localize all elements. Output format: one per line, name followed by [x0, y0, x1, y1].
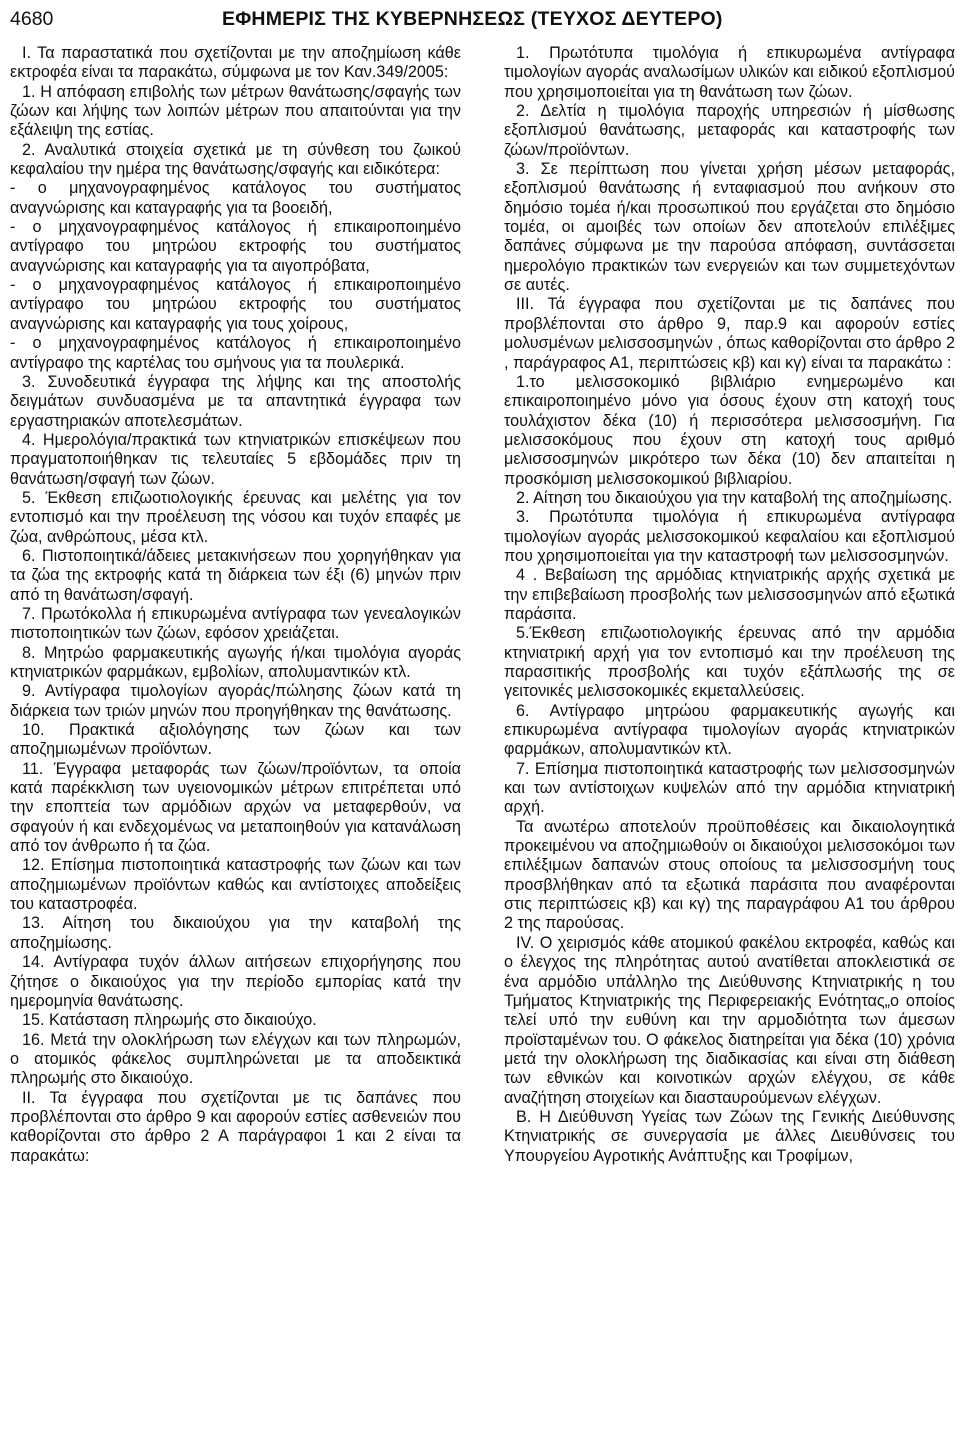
paragraph: Ι. Τα παραστατικά που σχετίζονται με την αποζημίωση κάθε εκτροφέα είναι τα παρακάτω, σύμφωνα με τον Καν.349/2005: — [10, 44, 461, 82]
page-header — [10, 4, 950, 34]
paragraph: 9. Αντίγραφα τιμολογίων αγοράς/πώλησης ζώων κατά τη διάρκεια των τριών μηνών που προηγήθηκαν της θανάτωσης. — [10, 682, 461, 720]
right-column — [504, 44, 955, 1166]
page-number: 4680 — [10, 7, 54, 30]
left-column — [10, 44, 461, 1166]
paragraph: 4. Ημερολόγια/πρακτικά των κτηνιατρικών επισκέψεων που πραγματοποιήθηκαν τις τελευταίες 5 εβδομάδες πριν τη θανάτωση/σφαγή των ζώων. — [10, 430, 461, 488]
paragraph: 7. Επίσημα πιστοποιητικά καταστροφής των μελισσοσμηνών και των αντίστοιχων κυψελών από την αρμόδια κτηνιατρική αρχή. — [504, 759, 955, 817]
paragraph: 15. Κατάσταση πληρωμής στο δικαιούχο. — [22, 1011, 317, 1030]
paragraph: 2. Αναλυτικά στοιχεία σχετικά με τη σύνθεση του ζωικού κεφαλαίου την ημέρα της θανάτωσης/σφαγής και ειδικότερα: — [10, 140, 461, 179]
paragraph: 14. Αντίγραφα τυχόν άλλων αιτήσεων επιχορήγησης που ζήτησε ο δικαιούχος για την περίοδο εμπορίας κατά την ημερομηνία θανάτωσης. — [10, 953, 461, 1010]
paragraph: 10. Πρακτικά αξιολόγησης των ζώων και των αποζημιωμένων προϊόντων. — [10, 721, 461, 759]
paragraph: 13. Αίτηση του δικαιούχου για την καταβολή της αποζημίωσης. — [10, 914, 461, 952]
paragraph: 7. Πρωτόκολλα ή επικυρωμένα αντίγραφα των γενεαλογικών πιστοποιητικών των ζώων, εφόσον χρειάζεται. — [10, 604, 461, 643]
paragraph: 3. Σε περίπτωση που γίνεται χρήση μέσων μεταφοράς, εξοπλισμού θανάτωσης ή ενταφιασμού που ανήκουν στο δημόσιο τομέα ή/και προσωπικού που εργάζεται στο δημόσιο τομέα, οι αμοιβές των οποίων δεν αποτελούν επιλέξιμες δαπάνες σύμφωνα με την παρούσα απόφαση, συντάσσεται ημερολόγιο πρακτικών των ενεργειών και των συμμετεχόντων σε αυτές. — [504, 160, 955, 295]
paragraph: 1. Η απόφαση επιβολής των μέτρων θανάτωσης/σφαγής των ζώων και λήψης των λοιπών μέτρων που απαιτούνται για την εξάλειψη της εστίας. — [10, 82, 461, 140]
paragraph: 12. Επίσημα πιστοποιητικά καταστροφής των ζώων και των αποζημιωμένων προϊόντων καθώς και αντίστοιχες αποδείξεις του καταστροφέα. — [10, 856, 461, 914]
paragraph: ΙΙΙ. Τά έγγραφα που σχετίζονται με τις δαπάνες που προβλέπονται στο άρθρο 9, παρ.9 και αφορούν εστίες μολυσμένων μελισσοσμηνών , όπως καθορίζονται στο άρθρο 2 , παράγραφος Α1, περιπτώσεις κβ) και κγ) είναι τα παρακάτω : — [504, 295, 955, 372]
paragraph: 11. Έγγραφα μεταφοράς των ζώων/προϊόντων, τα οποία κατά παρέκκλιση των υγειονομικών μέτρων επιτρέπεται υπό την εποπτεία των αρμόδιων αρχών να μεταφερθούν, να σφαγούν ή και ενδεχομένως να μεταποιηθούν για κατανάλωση από τον άνθρωπο ή τα ζώα. — [10, 759, 461, 856]
paragraph: 5.Έκθεση επιζωοτιολογικής έρευνας από την αρμόδια κτηνιατρική αρχή για τον εντοπισμό και την προέλευση της παρασιτικής προσβολής και τυχόν εξάπλωσής της σε γειτονικές μελισσοκομικές εκμεταλλεύσεις. — [504, 624, 955, 701]
paragraph: 16. Μετά την ολοκλήρωση των ελέγχων και των πληρωμών, ο ατομικός φάκελος συμπληρώνεται με τα αποδεικτικά πληρωμής στο δικαιούχο. — [10, 1030, 461, 1088]
paragraph: 3. Πρωτότυπα τιμολόγια ή επικυρωμένα αντίγραφα τιμολογίων αγοράς μελισσοκομικού κεφαλαίου και εξοπλισμού που χρησιμοποιείται για την καταστροφή των μελισσοσμηνών. — [504, 508, 955, 565]
paragraph: 6. Πιστοποιητικά/άδειες μετακινήσεων που χορηγήθηκαν για τα ζώα της εκτροφής κατά τη διάρκεια των έξι (6) μηνών πριν από τη θανάτωση/σφαγή. — [10, 546, 461, 604]
paragraph: 1.το μελισσοκομικό βιβλιάριο ενημερωμένο και επικαιροποιημένο μόνο για όσους έχουν στη κατοχή τους τουλάχιστον δέκα (10) ή περισσότερα μελισσοσμήνη. Για μελισσοκόμους που έχουν στη κατοχή τους αριθμό μελισσοσμηνών μικρότερο των δέκα (10) δεν απαιτείται η προσκόμιση μελισσοκομικού βιβλιαρίου. — [504, 372, 955, 488]
paragraph: 3. Συνοδευτικά έγγραφα της λήψης και της αποστολής δειγμάτων συνδυασμένα με τα απαντητικά έγγραφα των εργαστηριακών αποτελεσμάτων. — [10, 372, 461, 430]
paragraph: Β. Η Διεύθυνση Υγείας των Ζώων της Γενικής Διεύθυνσης Κτηνιατρικής σε συνεργασία με άλλες Διευθύνσεις του Υπουργείου Αγροτικής Ανάπτυξης και Τροφίμων, — [504, 1107, 955, 1165]
paragraph: ΙΙ. Τα έγγραφα που σχετίζονται με τις δαπάνες που προβλέπονται στο άρθρο 9 και αφορούν εστίες ασθενειών που καθορίζονται στο άρθρο 2 Α παράγραφοι 1 και 2 είναι τα παρακάτω: — [10, 1088, 461, 1165]
gazette-title: ΕΦΗΜΕΡΙΣ ΤΗΣ ΚΥΒΕΡΝΗΣΕΩΣ (ΤΕΥΧΟΣ ΔΕΥΤΕΡΟ) — [222, 7, 723, 30]
paragraph: 8. Μητρώο φαρμακευτικής αγωγής ή/και τιμολόγια αγοράς κτηνιατρικών φαρμάκων, εμβολίων, απολυμαντικών κτλ. — [10, 643, 461, 681]
paragraph: 4 . Βεβαίωση της αρμόδιας κτηνιατρικής αρχής σχετικά με την επιβεβαίωση προσβολής των μελισσοσμηνών από εξωτικά παράσιτα. — [504, 566, 955, 623]
paragraph: - ο μηχανογραφημένος κατάλογος ή επικαιροποιημένο αντίγραφο του μητρώου εκτροφής του συστήματος αναγνώρισης και καταγραφής για τα αιγοπρόβατα, — [10, 218, 461, 275]
paragraph: IV. Ο χειρισμός κάθε ατομικού φακέλου εκτροφέα, καθώς και ο έλεγχος της πληρότητας αυτού ανατίθεται αποκλειστικά σε ένα αρμόδιο υπάλληλο της Διεύθυνσης Κτηνιατρικής η του Τμήματος Κτηνιατρικής της Περιφερειακής Ενότητας„ο οποίος τελεί υπό την ευθύνη και την αρμοδιότητα των άμεσων προϊσταμένων του. Ο φάκελος διατηρείται για δέκα (10) χρόνια μετά την ολοκλήρωση της διαδικασίας και είναι στη διάθεση των εθνικών και κοινοτικών αρχών ελέγχου, σε κάθε αναζήτηση στοιχείων και διασταυρούμενων ελέγχων. — [504, 933, 955, 1107]
paragraph: Τα ανωτέρω αποτελούν προϋποθέσεις και δικαιολογητικά προκειμένου να αποζημιωθούν οι δικαιούχοι μελισσοκόμοι των επιλέξιμων δαπανών στους οποίους τα μελισσοσμήνη τους προσβλήθηκαν από τα εξωτικά παράσιτα που αναφέρονται στις περιπτώσεις κβ) και κγ) της παραγράφου Α1 του άρθρου 2 της παρούσας. — [504, 817, 955, 933]
paragraph: 2. Δελτία η τιμολόγια παροχής υπηρεσιών ή μίσθωσης εξοπλισμού θανάτωσης, μεταφοράς και καταστροφής των ζώων/προϊόντων. — [504, 102, 955, 159]
paragraph: - ο μηχανογραφημένος κατάλογος του συστήματος αναγνώρισης και καταγραφής για τα βοοειδή, — [10, 179, 461, 217]
paragraph: 2. Αίτηση του δικαιούχου για την καταβολή της αποζημίωσης. — [516, 488, 953, 507]
paragraph: - ο μηχανογραφημένος κατάλογος ή επικαιροποιημένο αντίγραφο του μητρώου εκτροφής του συστήματος αναγνώρισης και καταγραφής για τους χοίρους, — [10, 276, 461, 333]
paragraph: 6. Αντίγραφο μητρώου φαρμακευτικής αγωγής και επικυρωμένα αντίγραφα τιμολογίων αγοράς κτηνιατρικών φαρμάκων, απολυμαντικών κτλ. — [504, 701, 955, 759]
paragraph: 1. Πρωτότυπα τιμολόγια ή επικυρωμένα αντίγραφα τιμολογίων αγοράς αναλωσίμων υλικών και ειδικού εξοπλισμού που χρησιμοποιείται για τη θανάτωση των ζώων. — [504, 44, 955, 101]
paragraph: - ο μηχανογραφημένος κατάλογος ή επικαιροποιημένο αντίγραφο της καρτέλας του σμήνους για τα πουλερικά. — [10, 334, 461, 372]
paragraph: 5. Έκθεση επιζωοτιολογικής έρευνας και μελέτης για τον εντοπισμό και την προέλευση της νόσου και τυχόν επαφές με ζώα, ανθρώπους, μέσα κτλ. — [10, 488, 461, 546]
